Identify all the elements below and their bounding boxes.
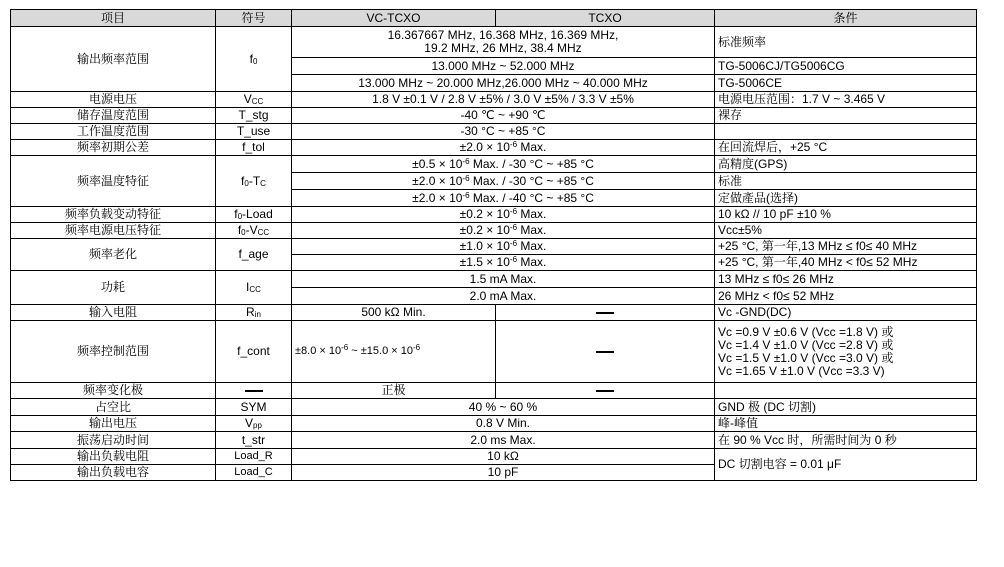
row-condition [715, 124, 977, 140]
row-value: $\pm 0.2 \times 10^{-6}$ Max. [292, 207, 715, 223]
row-condition: 26 MHz < f0≤ 52 MHz [715, 288, 977, 305]
row-value: 1.5 mA Max. [292, 271, 715, 288]
row-value: $\pm 0.5 \times 10^{-6}$ Max. / -30 °C ~ +85 °C [292, 156, 715, 173]
row-name: 占空比 [11, 399, 216, 416]
row-condition: 10 kΩ // 10 pF ±10 % [715, 207, 977, 223]
row-name: 频率温度特征 [11, 156, 216, 207]
row-name: 输出电压 [11, 416, 216, 432]
row-symbol: $f_0-T_C$ [216, 156, 292, 207]
row-value: $\pm 2.0 \times 10^{-6}$ Max. [292, 140, 715, 156]
header-tcxo: TCXO [496, 10, 715, 27]
row-value: 10 kΩ [292, 449, 715, 465]
row-condition: TG-5006CJ/TG5006CG [715, 58, 977, 75]
freq-value-standard: 16.367667 MHz, 16.368 MHz, 16.369 MHz, 19.2 MHz, 26 MHz, 38.4 MHz [292, 27, 715, 58]
table-row [11, 156, 977, 173]
table-row [11, 207, 977, 223]
row-value: 1.8 V ±0.1 V / 2.8 V ±5% / 3.0 V ±5% / 3.3 V ±5% [292, 92, 715, 108]
row-condition: TG-5006CE [715, 75, 977, 92]
row-value: $\pm 2.0 \times 10^{-6}$ Max. / -30 °C ~ +85 °C [292, 173, 715, 190]
row-value-tcxo [496, 321, 715, 383]
table-row [11, 223, 977, 239]
row-condition: 在回流焊后，+25 °C [715, 140, 977, 156]
table-row [11, 305, 977, 321]
row-name: 频率控制范围 [11, 321, 216, 383]
row-value: 2.0 mA Max. [292, 288, 715, 305]
row-symbol: t_str [216, 432, 292, 449]
row-value-tcxo [496, 305, 715, 321]
row-value: -30 °C ~ +85 °C [292, 124, 715, 140]
table-row [11, 92, 977, 108]
row-name: 频率负载变动特征 [11, 207, 216, 223]
row-symbol [216, 383, 292, 399]
row-symbol: $f_0-V_{CC}$ [216, 223, 292, 239]
row-condition: GND 极 (DC 切割) [715, 399, 977, 416]
row-name: 电源电压 [11, 92, 216, 108]
row-condition: 高精度(GPS) [715, 156, 977, 173]
row-condition: 标准频率 [715, 27, 977, 58]
dash-icon [596, 390, 614, 392]
table-row [11, 108, 977, 124]
table-row [11, 27, 977, 58]
row-condition: +25 °C, 第一年,13 MHz ≤ f0≤ 40 MHz [715, 239, 977, 255]
row-name: 工作温度范围 [11, 124, 216, 140]
header-condition: 条件 [715, 10, 977, 27]
dash-icon [596, 312, 614, 314]
row-value: $\pm 2.0 \times 10^{-6}$ Max. / -40 °C ~ +85 °C [292, 190, 715, 207]
row-value: $\pm 1.5 \times 10^{-6}$ Max. [292, 255, 715, 271]
row-condition: Vcc±5% [715, 223, 977, 239]
row-name: 频率电源电压特征 [11, 223, 216, 239]
row-name: 功耗 [11, 271, 216, 305]
freq-value-range: 13.000 MHz ~ 52.000 MHz [292, 58, 715, 75]
row-symbol: $V_{CC}$ [216, 92, 292, 108]
row-condition: +25 °C, 第一年,40 MHz < f0≤ 52 MHz [715, 255, 977, 271]
row-name: 频率老化 [11, 239, 216, 271]
row-condition: 13 MHz ≤ f0≤ 26 MHz [715, 271, 977, 288]
row-name: 频率变化极 [11, 383, 216, 399]
header-item: 项目 [11, 10, 216, 27]
freq-value-split: 13.000 MHz ~ 20.000 MHz,26.000 MHz ~ 40.000 MHz [292, 75, 715, 92]
row-name: 输出频率范围 [11, 27, 216, 92]
table-row [11, 383, 977, 399]
row-condition: Vc =0.9 V ±0.6 V (Vcc =1.8 V) 或 Vc =1.4 V ±1.0 V (Vcc =2.8 V) 或 Vc =1.5 V ±1.0 V (Vcc =3.0 V) 或 Vc =1.65 V ±1.0 V (Vcc =3.3 V) [715, 321, 977, 383]
row-value-vctcxo: 500 kΩ Min. [292, 305, 496, 321]
row-value-vctcxo: $\pm 8.0 \times 10^{-6}$ ~ $\pm 15.0 \times 10^{-6}$ [292, 321, 496, 383]
row-condition: 电源电压范围：1.7 V ~ 3.465 V [715, 92, 977, 108]
row-symbol: f_tol [216, 140, 292, 156]
row-name: 输出负载电容 [11, 465, 216, 481]
table-row [11, 271, 977, 288]
table-row [11, 432, 977, 449]
row-value: $\pm 1.0 \times 10^{-6}$ Max. [292, 239, 715, 255]
row-name: 输入电阻 [11, 305, 216, 321]
table-header [11, 10, 977, 27]
row-name: 输出负载电阻 [11, 449, 216, 465]
row-name: 振荡启动时间 [11, 432, 216, 449]
header-symbol: 符号 [216, 10, 292, 27]
dash-icon [596, 351, 614, 353]
table-row [11, 399, 977, 416]
row-condition: 峰-峰值 [715, 416, 977, 432]
row-value-vctcxo: 正极 [292, 383, 496, 399]
row-symbol: SYM [216, 399, 292, 416]
row-condition: 裸存 [715, 108, 977, 124]
row-value: 2.0 ms Max. [292, 432, 715, 449]
row-value: 10 pF [292, 465, 715, 481]
header-vctcxo: VC-TCXO [292, 10, 496, 27]
row-value: -40 ℃ ~ +90 ℃ [292, 108, 715, 124]
table-row [11, 239, 977, 255]
table-row [11, 321, 977, 383]
row-condition: 在 90 % Vcc 时，所需时间为 0 秒 [715, 432, 977, 449]
row-condition: DC 切割电容 = 0.01 μF [715, 449, 977, 481]
row-symbol: T_use [216, 124, 292, 140]
row-symbol: f_cont [216, 321, 292, 383]
row-symbol: f_age [216, 239, 292, 271]
row-symbol: Load_R [216, 449, 292, 465]
row-value: 0.8 V Min. [292, 416, 715, 432]
table-row [11, 124, 977, 140]
row-symbol: T_stg [216, 108, 292, 124]
table-row [11, 416, 977, 432]
row-value: $\pm 0.2 \times 10^{-6}$ Max. [292, 223, 715, 239]
row-condition: 标准 [715, 173, 977, 190]
spec-table [10, 9, 977, 481]
row-value-tcxo [496, 383, 715, 399]
row-value: 40 % ~ 60 % [292, 399, 715, 416]
row-symbol: Load_C [216, 465, 292, 481]
row-symbol: $f_0$ [216, 27, 292, 92]
row-symbol: $f_0$-Load [216, 207, 292, 223]
row-condition: 定做產品(选择) [715, 190, 977, 207]
table-row [11, 140, 977, 156]
table-row [11, 449, 977, 465]
row-condition: Vc -GND(DC) [715, 305, 977, 321]
row-symbol: $I_{CC}$ [216, 271, 292, 305]
row-condition [715, 383, 977, 399]
dash-icon [245, 390, 263, 392]
row-symbol: $V_{pp}$ [216, 416, 292, 432]
row-name: 频率初期公差 [11, 140, 216, 156]
row-symbol: $R_{in}$ [216, 305, 292, 321]
row-name: 储存温度范围 [11, 108, 216, 124]
